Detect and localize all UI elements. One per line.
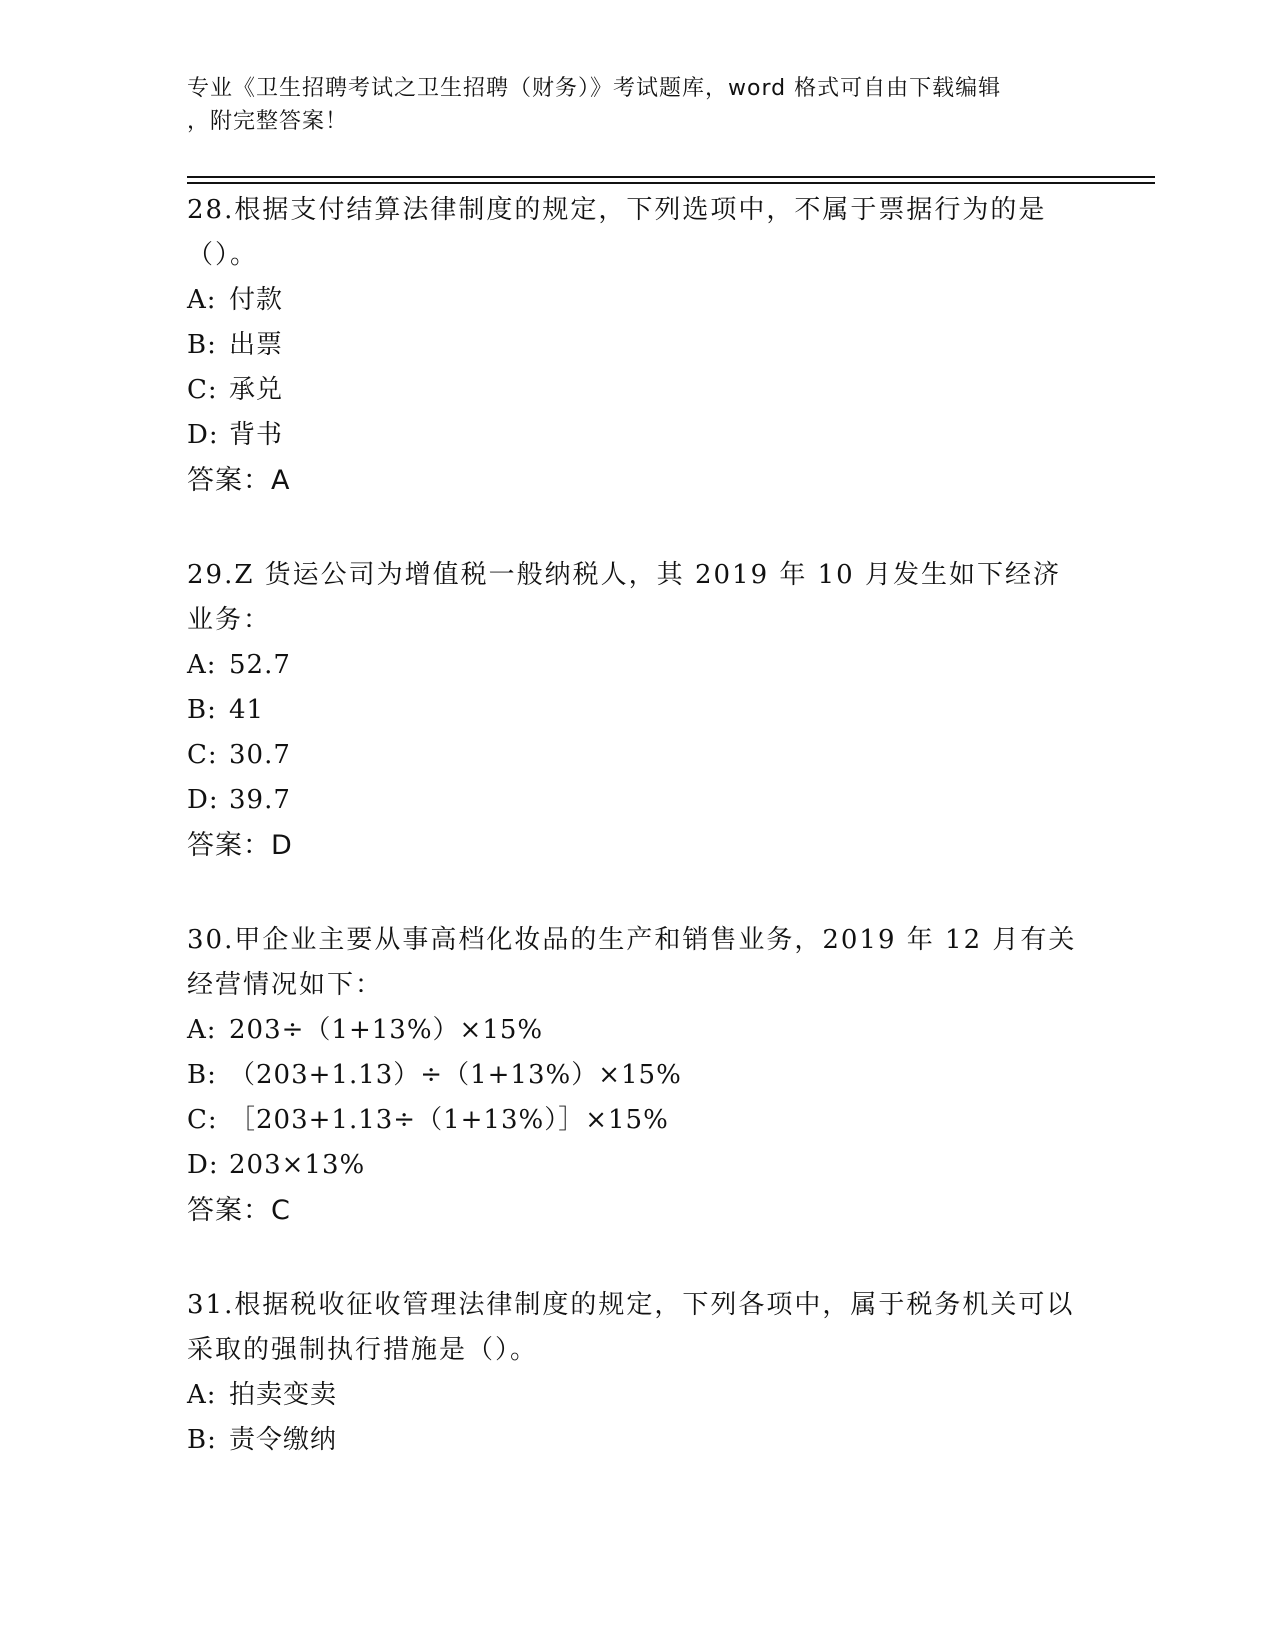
option-c [187, 368, 1087, 413]
option-label: A: [187, 1380, 217, 1410]
header-divider-top [187, 176, 1155, 178]
option-label: B: [187, 330, 217, 360]
answer-line: 答案：D [187, 830, 293, 861]
option-d [187, 413, 1087, 458]
question-stem: 30.甲企业主要从事高档化妆品的生产和销售业务，2019 年 12 月有关经营情况如下： [187, 925, 1077, 1000]
option-text: 付款 [229, 285, 284, 315]
option-text: 203÷（1+13%）×15% [229, 1015, 544, 1045]
option-a [187, 278, 1087, 323]
option-label: B: [187, 1060, 217, 1090]
header-divider-bottom [187, 182, 1155, 184]
option-a [187, 1008, 1087, 1053]
option-label: A: [187, 285, 217, 315]
question-stem: 31.根据税收征收管理法律制度的规定，下列各项中，属于税务机关可以采取的强制执行措施是（）。 [187, 1290, 1075, 1365]
option-text: ［203+1.13÷（1+13%）］×15% [229, 1105, 669, 1135]
option-b [187, 1053, 1087, 1098]
option-a [187, 643, 1087, 688]
question-29 [187, 553, 1087, 868]
option-c [187, 733, 1087, 778]
option-label: C: [187, 375, 218, 405]
option-text: 52.7 [229, 650, 291, 680]
option-label: C: [187, 1105, 218, 1135]
question-stem: 28.根据支付结算法律制度的规定，下列选项中，不属于票据行为的是（）。 [187, 195, 1047, 270]
option-text: 41 [229, 695, 265, 725]
option-label: D: [187, 1150, 219, 1180]
option-text: 责令缴纳 [229, 1425, 338, 1455]
answer-line: 答案：C [187, 1195, 291, 1226]
option-text: 39.7 [229, 785, 291, 815]
option-text: 203×13% [229, 1150, 366, 1180]
option-label: D: [187, 420, 219, 450]
question-stem: 29.Z 货运公司为增值税一般纳税人，其 2019 年 10 月发生如下经济业务： [187, 560, 1061, 635]
question-list [187, 188, 1087, 1513]
option-a [187, 1373, 1087, 1418]
answer-line: 答案：A [187, 465, 291, 496]
option-c [187, 1098, 1087, 1143]
option-d [187, 778, 1087, 823]
option-label: C: [187, 740, 218, 770]
option-b [187, 323, 1087, 368]
option-label: B: [187, 695, 217, 725]
option-b [187, 688, 1087, 733]
option-b [187, 1418, 1087, 1463]
option-text: 背书 [229, 420, 284, 450]
header-line-1: 专业《卫生招聘考试之卫生招聘（财务）》考试题库，word 格式可自由下载编辑 [187, 76, 1002, 101]
question-30 [187, 918, 1087, 1233]
option-text: 出票 [229, 330, 284, 360]
option-text: 30.7 [229, 740, 291, 770]
document-header [187, 72, 1087, 138]
option-text: 承兑 [229, 375, 284, 405]
option-text: （203+1.13）÷（1+13%）×15% [229, 1060, 682, 1090]
option-label: D: [187, 785, 219, 815]
option-label: B: [187, 1425, 217, 1455]
header-line-2: ，附完整答案！ [187, 109, 349, 134]
option-label: A: [187, 1015, 217, 1045]
question-31 [187, 1283, 1087, 1463]
question-28 [187, 188, 1087, 503]
option-label: A: [187, 650, 217, 680]
option-text: 拍卖变卖 [229, 1380, 338, 1410]
option-d [187, 1143, 1087, 1188]
